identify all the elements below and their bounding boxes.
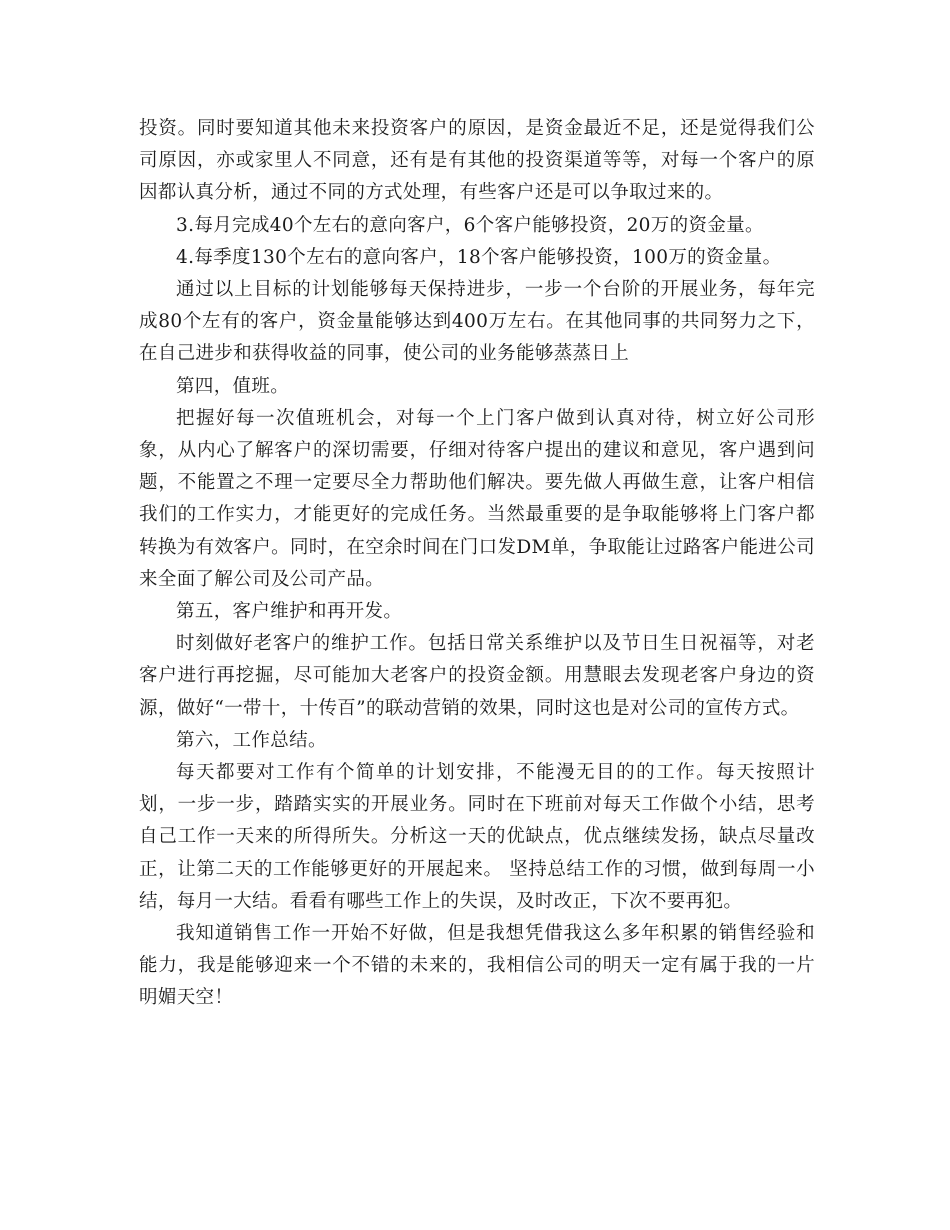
paragraph: 把握好每一次值班机会，对每一个上门客户做到认真对待，树立好公司形象，从内心了解客户的深切需要，仔细对待客户提出的建议和意见，客户遇到问题，不能置之不理一定要尽全力帮助他们解决。要先做人再做生意，让客户相信我们的工作实力，才能更好的完成任务。当然最重要的是争取能够将上门客户都转换为有效客户。同时，在空余时间在门口发DM单，争取能让过路客户能进公司来全面了解公司及公司产品。 — [139, 407, 815, 590]
paragraph: 通过以上目标的计划能够每天保持进步，一步一个台阶的开展业务，每年完成80个左有的客户，资金量能够达到400万左右。在其他同事的共同努力之下，在自己进步和获得收益的同事，使公司的业务能够蒸蒸日上 — [139, 279, 815, 365]
paragraph: 我知道销售工作一开始不好做，但是我想凭借我这么多年积累的销售经验和能力，我是能够迎来一个不错的未来的，我相信公司的明天一定有属于我的一片明媚天空！ — [139, 923, 815, 1009]
paragraph: 3.每月完成40个左右的意向客户，6个客户能够投资，20万的资金量。 — [176, 214, 764, 236]
document-body — [139, 113, 815, 1015]
paragraph: 每天都要对工作有个简单的计划安排，不能漫无目的的工作。每天按照计划，一步一步，踏踏实实的开展业务。同时在下班前对每天工作做个小结，思考自己工作一天来的所得所失。分析这一天的优缺点，优点继续发扬，缺点尽量改正，让第二天的工作能够更好的开展起来。 坚持总结工作的习惯，做到每周一小结，每月一大结。看看有哪些工作上的失误，及时改正，下次不要再犯。 — [139, 762, 815, 912]
section-heading: 第六，工作总结。 — [176, 729, 327, 751]
paragraph: 时刻做好老客户的维护工作。包括日常关系维护以及节日生日祝福等，对老客户进行再挖掘，尽可能加大老客户的投资金额。用慧眼去发现老客户身边的资源，做好“一带十，十传百”的联动营销的效果，同时这也是对公司的宣传方式。 — [139, 633, 815, 719]
section-heading: 第四，值班。 — [176, 375, 290, 397]
section-heading: 第五，客户维护和再开发。 — [176, 601, 403, 623]
paragraph: 投资。同时要知道其他未来投资客户的原因，是资金最近不足，还是觉得我们公司原因，亦或家里人不同意，还有是有其他的投资渠道等等，对每一个客户的原因都认真分析，通过不同的方式处理，有些客户还是可以争取过来的。 — [139, 118, 815, 204]
paragraph: 4.每季度130个左右的意向客户，18个客户能够投资，100万的资金量。 — [176, 246, 782, 268]
